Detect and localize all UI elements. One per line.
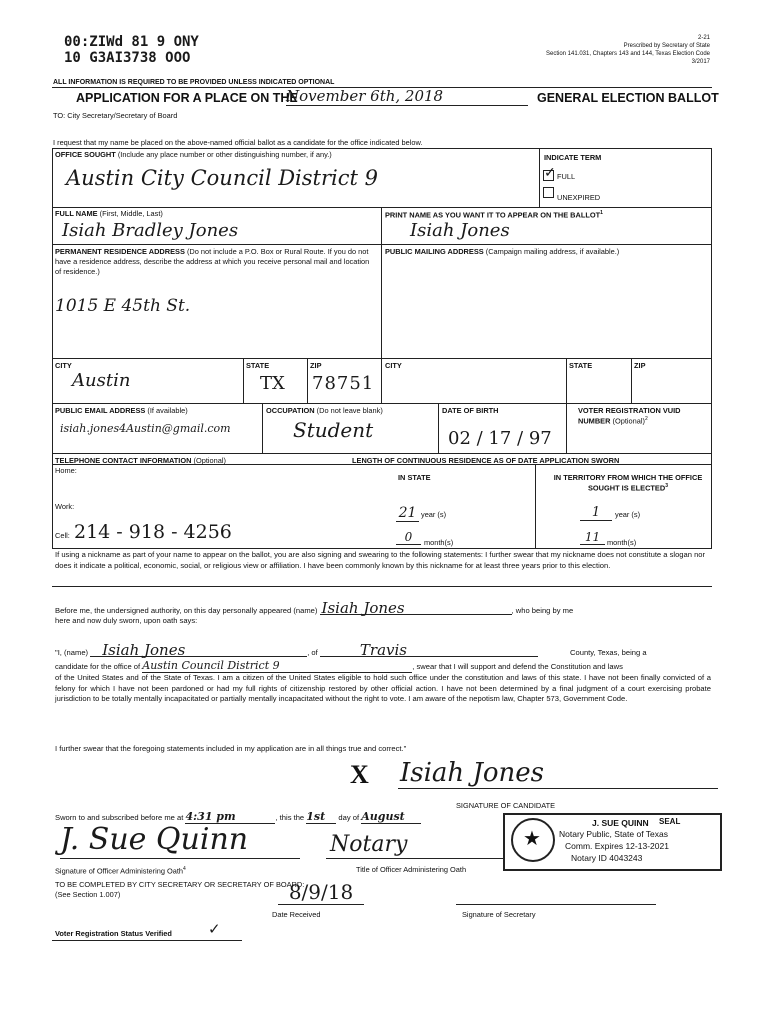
form-title-part2: GENERAL ELECTION BALLOT (537, 91, 719, 105)
signature-x-mark: X (350, 760, 369, 789)
work-label: Work: (55, 502, 75, 511)
state-months-label: month(s) (424, 538, 454, 547)
state-field[interactable]: TX (260, 373, 285, 394)
oath-further: I further swear that the foregoing statements included in my application are in all things true and correct." (55, 744, 407, 753)
oath-i-name-line: "I, (name) Isiah Jones , of Travis County, Texas, being a (55, 641, 647, 659)
residence-length-label: LENGTH OF CONTINUOUS RESIDENCE AS OF DATE APPLICATION SWORN (352, 456, 620, 465)
secretary-signature-label: Signature of Secretary (462, 910, 536, 919)
seal-label: SEAL (659, 817, 681, 826)
in-state-label: IN STATE (398, 473, 431, 482)
date-received-field[interactable]: 8/9/18 (278, 880, 364, 905)
sworn-day-field[interactable]: 1st (306, 812, 336, 824)
appeared-name-field[interactable]: Isiah Jones (320, 603, 512, 615)
secretary-signature-field[interactable] (456, 884, 656, 905)
residence-address-field[interactable]: 1015 E 45th St. (55, 296, 191, 316)
election-date-field[interactable]: November 6th, 2018 (286, 87, 528, 106)
see-section: (See Section 1.007) (55, 890, 121, 899)
state-months-field[interactable]: 0 (396, 530, 421, 545)
residence-address-label: PERMANENT RESIDENCE ADDRESS (Do not include a P.O. Box or Rural Route. If you do not have a residence address, describe the address at which you receive personal mail and location of residence.) (55, 247, 370, 276)
state-years-field[interactable]: 21 (396, 505, 419, 522)
zip-label: ZIP (310, 361, 322, 370)
request-text: I request that my name be placed on the above-named official ballot as a candidate for the office indicated below. (53, 138, 423, 147)
mailing-address-field[interactable] (385, 262, 707, 354)
city-field[interactable]: Austin (72, 370, 131, 391)
oath-sworn-says: here and now duly sworn, upon oath says: (55, 616, 198, 625)
territory-months-label: month(s) (607, 538, 637, 547)
dob-field[interactable]: 02 / 17 / 97 (448, 428, 552, 449)
form-number: 2-21 (697, 35, 710, 41)
occupation-field[interactable]: Student (293, 418, 374, 442)
mailing-city-label: CITY (385, 361, 402, 370)
dob-label: DATE OF BIRTH (442, 406, 499, 415)
voter-status-label: Voter Registration Status Verified (55, 929, 172, 938)
phone-label: TELEPHONE CONTACT INFORMATION (Optional) (55, 456, 226, 465)
term-full-checkbox[interactable]: ✓ (544, 165, 556, 181)
email-label: PUBLIC EMAIL ADDRESS (If available) (55, 406, 188, 415)
candidate-signature-label: SIGNATURE OF CANDIDATE (456, 801, 556, 810)
secretary-complete-label: TO BE COMPLETED BY CITY SECRETARY OR SECRETARY OF BOARD: (55, 880, 305, 889)
email-field[interactable]: isiah.jones4Austin@gmail.com (60, 422, 231, 435)
state-years-label: year (s) (421, 510, 447, 519)
section-text: Section 141.031, Chapters 143 and 144, Texas Election Code (545, 51, 710, 57)
territory-years-label: year (s) (615, 510, 641, 519)
officer-title-label: Title of Officer Administering Oath (356, 865, 467, 874)
territory-months-field[interactable]: 11 (580, 530, 605, 545)
city-label: CITY (55, 361, 72, 370)
territory-label: IN TERRITORY FROM WHICH THE OFFICE SOUGHT IS ELECTED$^3$ (553, 473, 703, 493)
oath-before-me: Before me, the undersigned authority, on this day personally appeared (name) Isiah Jones , who being by me (55, 599, 574, 617)
cell-field[interactable]: 214 - 918 - 4256 (74, 521, 232, 543)
term-unexpired-checkbox[interactable] (543, 187, 554, 198)
mailing-zip-label: ZIP (634, 361, 646, 370)
notary-seal-icon (511, 818, 555, 862)
oath-body: of the United States and of the State of Texas. I am a citizen of the United States eligible to hold such office under the constitution and laws of this state. I have not been finally convicted of a felony for which I have not been pardoned or had my full rights of citizenship restored by other official action. I have not been determined by a final judgment of a court exercising probate jurisdiction to be totally mentally incapacitated or partially mentally incapacitated without the right to vote. I am aware of the nepotism law, Chapter 573, Government Code. (55, 673, 711, 704)
full-name-label: FULL NAME (First, Middle, Last) (55, 209, 163, 218)
county-field[interactable]: Travis (320, 645, 538, 657)
form-citation (546, 34, 710, 66)
form-date: 3/2017 (691, 59, 710, 65)
voter-status-check[interactable]: ✓ (208, 920, 221, 938)
oath-name-field[interactable]: Isiah Jones (90, 645, 307, 657)
mailing-state-label: STATE (569, 361, 593, 370)
received-stamp-line1: 00:ZIWd 81 9 ONY (64, 34, 199, 50)
ballot-name-field[interactable]: Isiah Jones (410, 220, 510, 241)
all-info-notice: ALL INFORMATION IS REQUIRED TO BE PROVIDED UNLESS INDICATED OPTIONAL (53, 79, 335, 86)
sworn-month-field[interactable]: August (361, 812, 421, 824)
full-name-field[interactable]: Isiah Bradley Jones (62, 220, 239, 241)
nickname-statement: If using a nickname as part of your name to appear on the ballot, you are also signing and swearing to the following statements: I further swear that my nickname does not constitute a slogan nor does it indicate a political, economic, social, or religious view or affiliation. I have been commonly known by this nickname for at least three years prior to this election. (55, 550, 706, 570)
office-sought-field[interactable]: Austin City Council District 9 (66, 166, 378, 190)
received-stamp-line2: 10 G3AI3738 OOO (64, 50, 191, 66)
form-title-part1: APPLICATION FOR A PLACE ON THE (76, 91, 298, 105)
stamp-line4: Notary ID 4043243 (571, 853, 643, 863)
vuid-label: VOTER REGISTRATION VUID NUMBER (Optional)$^2$ (578, 406, 681, 426)
territory-years-field[interactable]: 1 (580, 505, 612, 521)
oath-candidate-line: candidate for the office of Austin Council District 9 , swear that I will support and defend the Constitution and laws (55, 659, 623, 672)
officer-signature-field[interactable]: J. Sue Quinn (60, 822, 300, 859)
prescribed-text: Prescribed by Secretary of State (623, 43, 710, 49)
officer-signature-label: Signature of Officer Administering Oath$^4$ (55, 866, 186, 876)
sworn-line: Sworn to and subscribed before me at 4:31 pm , this the 1st day of August (55, 812, 421, 824)
mailing-address-label: PUBLIC MAILING ADDRESS (Campaign mailing address, if available.) (385, 247, 620, 256)
candidate-signature-field[interactable]: Isiah Jones (398, 758, 718, 789)
cell-label: Cell: (55, 531, 70, 540)
sworn-time-field[interactable]: 4:31 pm (185, 812, 275, 824)
ballot-name-label: PRINT NAME AS YOU WANT IT TO APPEAR ON THE BALLOT$^1$ (385, 210, 603, 220)
term-full-label: FULL (557, 172, 576, 181)
stamp-line3: Comm. Expires 12-13-2021 (565, 841, 669, 851)
term-unexpired-label: UNEXPIRED (557, 193, 601, 202)
indicate-term-label: INDICATE TERM (544, 153, 602, 162)
officer-title-field[interactable]: Notary (326, 832, 504, 859)
date-received-label: Date Received (272, 910, 321, 919)
occupation-label: OCCUPATION (Do not leave blank) (266, 406, 383, 415)
zip-field[interactable]: 78751 (312, 373, 375, 394)
stamp-line2: Notary Public, State of Texas (559, 829, 668, 839)
office-sought-label: OFFICE SOUGHT (Include any place number or other distinguishing number, if any.) (55, 150, 332, 159)
state-label: STATE (246, 361, 270, 370)
stamp-name: J. SUE QUINN (592, 818, 649, 828)
oath-office-field[interactable]: Austin Council District 9 (142, 661, 412, 673)
home-label: Home: (55, 466, 77, 475)
notary-stamp (503, 813, 722, 871)
to-line: TO: City Secretary/Secretary of Board (53, 111, 178, 120)
